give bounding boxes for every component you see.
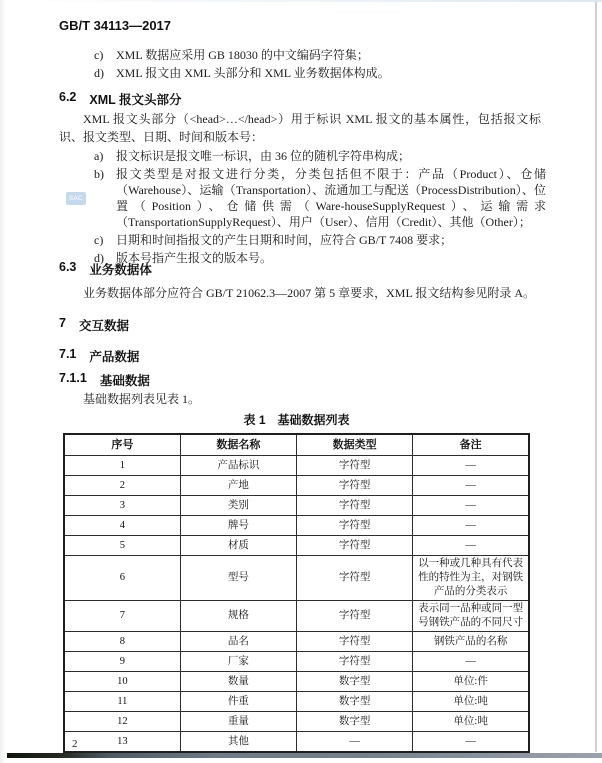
table-cell: 4 (64, 516, 180, 536)
table-cell: 1 (64, 456, 180, 476)
list-item-text: 报文类型是对报文进行分类，分类包括但不限于：产品（Product）、仓储（Warehouse）、运输（Transportation）、流通加工与配送（ProcessDistribution）、位置（Position）、仓储供需（Ware-houseSupplyRequest）、运输需求（TransportationSupplyRequest）、用户（User）、信用（Credit）、其他（Other）； (116, 167, 546, 229)
table-header-cell: 备注 (413, 434, 529, 456)
section-6-3-paragraph: 业务数据体部分应符合 GB/T 21062.3—2007 第 5 章要求，XML 报文结构参见附录 A。 (83, 286, 536, 300)
list-item-text: XML 数据应采用 GB 18030 的中文编码字符集； (116, 48, 369, 62)
table-cell: 3 (64, 496, 180, 516)
table-cell: 品名 (180, 632, 296, 652)
section-6-2-number: 6.2 (59, 90, 77, 104)
intro-list (94, 47, 554, 83)
data-table (63, 433, 530, 753)
list-item (94, 166, 546, 230)
table-cell: 单位:吨 (413, 712, 529, 732)
table-cell: 8 (64, 632, 180, 652)
table-cell: 字符型 (297, 456, 413, 476)
section-7-1-heading (59, 347, 139, 365)
table-cell: 单位:吨 (413, 692, 529, 712)
table-cell: 型号 (180, 556, 296, 601)
table-header-cell: 数据类型 (297, 434, 413, 456)
table-cell: 字符型 (297, 556, 413, 601)
table-header-row (64, 434, 529, 456)
table-row (64, 476, 529, 496)
table-cell: — (413, 456, 529, 476)
table-caption: 表 1 基础数据列表 (243, 413, 350, 427)
page-number: 2 (72, 738, 78, 750)
table-cell: 数字型 (297, 692, 413, 712)
table-cell: — (413, 536, 529, 556)
list-item (94, 250, 546, 266)
table-cell: 表示同一品种或同一型号钢铁产品的不同尺寸 (413, 601, 529, 632)
scan-top-edge (0, 0, 602, 2)
table-cell: 钢铁产品的名称 (413, 632, 529, 652)
table-cell: 单位:件 (413, 672, 529, 692)
list-item-text: 日期和时间指报文的产生日期和时间，应符合 GB/T 7408 要求； (116, 233, 453, 247)
table-body (64, 456, 529, 753)
list-item-text: XML 报文由 XML 头部分和 XML 业务数据体构成。 (116, 66, 390, 80)
section-6-2-paragraph: XML 报文头部分（<head>…</head>）用于标识 XML 报文的基本属性，包括报文标识、报文类型、日期、时间和版本号： (59, 112, 541, 144)
table-cell: 重量 (180, 712, 296, 732)
section-7-1-1-title: 基础数据 (99, 374, 150, 388)
table-header-cell: 数据名称 (180, 434, 296, 456)
list-item-text: 版本号指产生报文的版本号。 (116, 251, 273, 265)
section-7-1-title: 产品数据 (89, 350, 140, 364)
section-7-number: 7 (59, 316, 66, 330)
section-6-3-heading (59, 260, 152, 278)
table-container (63, 433, 530, 753)
table-cell: 厂家 (180, 652, 296, 672)
table-cell: 数字型 (297, 712, 413, 732)
section-7-1-1-paragraph: 基础数据列表见表 1。 (83, 392, 201, 406)
table-row (64, 692, 529, 712)
table-cell: 5 (64, 536, 180, 556)
table-cell: 材质 (180, 536, 296, 556)
table-cell: 字符型 (297, 516, 413, 536)
table-row (64, 556, 529, 601)
table-row (64, 652, 529, 672)
table-row (64, 732, 529, 753)
table-cell: 件重 (180, 692, 296, 712)
table-cell: — (297, 732, 413, 753)
table-cell: 数字型 (297, 672, 413, 692)
table-cell: 产地 (180, 476, 296, 496)
list-item-text: 报文标识是报文唯一标识，由 36 位的随机字符串构成； (116, 149, 411, 163)
list-item (94, 47, 554, 63)
section-7-heading (59, 316, 129, 334)
table-cell: — (413, 652, 529, 672)
section-6-3-number: 6.3 (59, 260, 77, 274)
table-cell: 其他 (180, 732, 296, 753)
table-cell: 字符型 (297, 601, 413, 632)
section-7-1-1-heading (59, 371, 150, 389)
table-row (64, 672, 529, 692)
section-6-2-title: XML 报文头部分 (89, 93, 182, 107)
table-header-cell: 序号 (64, 434, 180, 456)
table-cell: 类别 (180, 496, 296, 516)
scan-left-edge (0, 0, 6, 763)
table-cell: 以一种或几种具有代表性的特性为主，对钢铁产品的分类表示 (413, 556, 529, 601)
table-cell: 13 (64, 732, 180, 753)
table-row (64, 632, 529, 652)
section-6-3-title: 业务数据体 (89, 263, 152, 277)
table-cell: 字符型 (297, 652, 413, 672)
list-item-marker: b) (94, 167, 104, 181)
table-cell: 11 (64, 692, 180, 712)
section-7-1-1-number: 7.1.1 (59, 371, 87, 385)
table-row (64, 496, 529, 516)
list-item-marker: c) (94, 48, 104, 62)
table-cell: 字符型 (297, 536, 413, 556)
table-row (64, 536, 529, 556)
table-cell: — (413, 476, 529, 496)
table-cell: 9 (64, 652, 180, 672)
table-cell: 12 (64, 712, 180, 732)
list-item-marker: c) (94, 233, 104, 247)
table-cell: 10 (64, 672, 180, 692)
table-row (64, 516, 529, 536)
sac-watermark-stamp: SAC (66, 192, 86, 205)
scan-bottom-edge (7, 753, 602, 758)
standard-number: GB/T 34113—2017 (59, 18, 172, 33)
list-item-marker: d) (94, 66, 104, 80)
table-cell: 字符型 (297, 632, 413, 652)
table-head (64, 434, 529, 456)
table-row (64, 601, 529, 632)
table-cell: — (413, 732, 529, 753)
table-row (64, 456, 529, 476)
section-7-1-number: 7.1 (59, 347, 77, 361)
list-item (94, 148, 546, 164)
section-7-title: 交互数据 (78, 319, 129, 333)
table-cell: 字符型 (297, 476, 413, 496)
table-cell: 牌号 (180, 516, 296, 536)
table-cell: — (413, 516, 529, 536)
list-item-marker: d) (94, 251, 104, 265)
list-item (94, 232, 546, 248)
table-cell: — (413, 496, 529, 516)
table-cell: 7 (64, 601, 180, 632)
section-6-2-heading (59, 90, 182, 108)
section-6-2-list (94, 148, 546, 268)
list-item-marker: a) (94, 149, 104, 163)
table-row (64, 712, 529, 732)
table-cell: 数量 (180, 672, 296, 692)
table-cell: 规格 (180, 601, 296, 632)
list-item (94, 65, 554, 81)
scan-right-edge (595, 2, 597, 752)
table-cell: 产品标识 (180, 456, 296, 476)
table-cell: 6 (64, 556, 180, 601)
table-cell: 2 (64, 476, 180, 496)
table-cell: 字符型 (297, 496, 413, 516)
